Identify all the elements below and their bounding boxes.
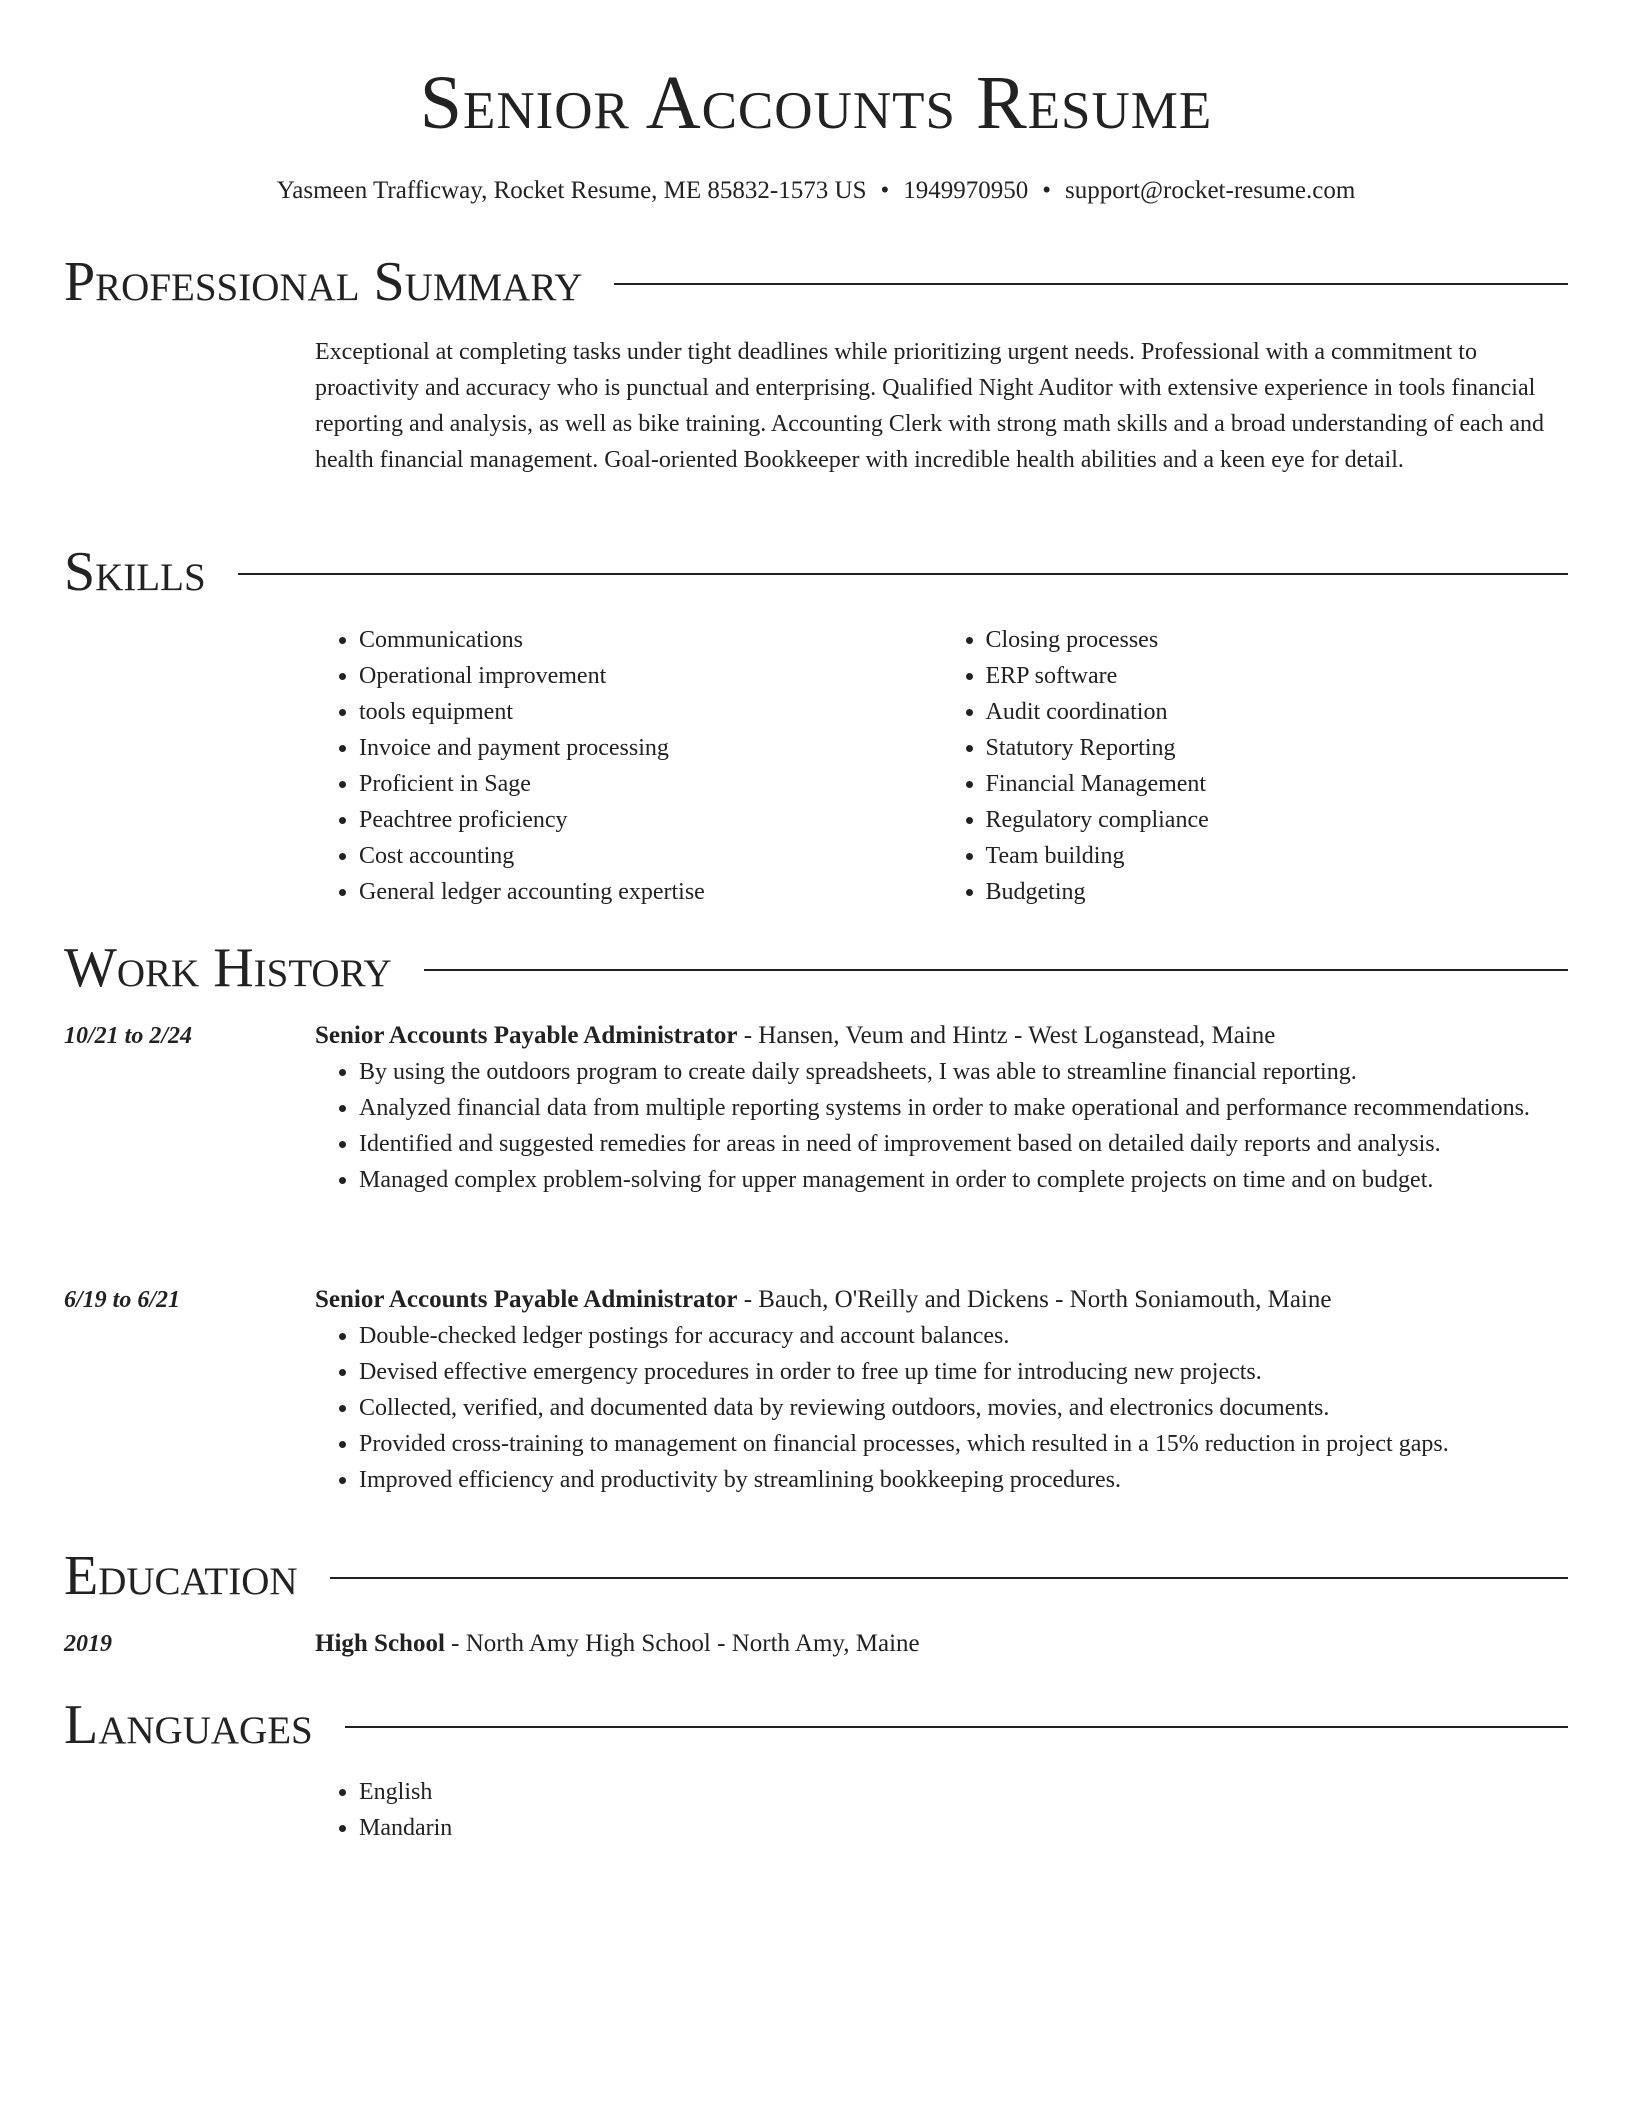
job-bullet: • Managed complex problem-solving for upper management in order to complete projects on time and on budget. bbox=[359, 1162, 1568, 1198]
resume-title: Senior Accounts Resume bbox=[419, 61, 1213, 145]
work-heading: Work History bbox=[64, 937, 392, 999]
job-heading-line bbox=[315, 1282, 1568, 1318]
job-bullet: • By using the outdoors program to create daily spreadsheets, I was able to streamline financial reporting. bbox=[359, 1054, 1568, 1090]
contact-phone: 1949970950 bbox=[903, 177, 1029, 204]
skill-item: • ERP software bbox=[986, 658, 1569, 694]
skills-section-header bbox=[64, 540, 1568, 604]
languages-content bbox=[315, 1774, 1568, 1846]
languages-section-header bbox=[64, 1693, 1568, 1757]
job-entry bbox=[315, 1018, 1568, 1198]
summary-section-header bbox=[64, 250, 1568, 314]
job-title: Senior Accounts Payable Administrator bbox=[315, 1022, 738, 1049]
skill-item: • Budgeting bbox=[986, 874, 1569, 910]
job-company: - Bauch, O'Reilly and Dickens - North Soniamouth, Maine bbox=[737, 1286, 1332, 1313]
skill-item: • General ledger accounting expertise bbox=[359, 874, 942, 910]
skills-list-left bbox=[315, 622, 942, 910]
skills-list-right bbox=[942, 622, 1569, 910]
skill-item: • Closing processes bbox=[986, 622, 1569, 658]
job-bullet: • Analyzed financial data from multiple reporting systems in order to make operational and performance recommendations. bbox=[359, 1090, 1568, 1126]
skills-heading: Skills bbox=[64, 541, 206, 603]
skill-item: • Team building bbox=[986, 838, 1569, 874]
job-entry bbox=[315, 1282, 1568, 1498]
job-dates: 6/19 to 6/21 bbox=[64, 1287, 181, 1313]
summary-heading: Professional Summary bbox=[64, 251, 583, 313]
contact-separator: • bbox=[1042, 177, 1052, 204]
section-divider bbox=[330, 1577, 1568, 1579]
education-school: - North Amy High School - North Amy, Maine bbox=[444, 1630, 920, 1657]
summary-content bbox=[315, 334, 1568, 478]
section-divider bbox=[238, 573, 1568, 575]
work-section-header bbox=[64, 936, 1568, 1000]
job-company: - Hansen, Veum and Hintz - West Loganstead, Maine bbox=[737, 1022, 1276, 1049]
section-divider bbox=[424, 969, 1568, 971]
job-bullet: • Double-checked ledger postings for accuracy and account balances. bbox=[359, 1318, 1568, 1354]
contact-line bbox=[64, 176, 1568, 206]
skill-item: • Statutory Reporting bbox=[986, 730, 1569, 766]
skill-item: • Peachtree proficiency bbox=[359, 802, 942, 838]
languages-heading: Languages bbox=[64, 1694, 313, 1756]
language-item: • English bbox=[359, 1774, 1568, 1810]
job-bullets bbox=[315, 1054, 1568, 1198]
skill-item: • tools equipment bbox=[359, 694, 942, 730]
education-section-header bbox=[64, 1544, 1568, 1608]
section-divider bbox=[614, 283, 1568, 285]
education-year: 2019 bbox=[64, 1631, 112, 1657]
skills-grid bbox=[315, 622, 1568, 910]
education-degree: High School bbox=[315, 1630, 445, 1657]
languages-list bbox=[315, 1774, 1568, 1846]
language-item: • Mandarin bbox=[359, 1810, 1568, 1846]
skill-item: • Proficient in Sage bbox=[359, 766, 942, 802]
job-dates: 10/21 to 2/24 bbox=[64, 1023, 193, 1049]
skills-content bbox=[315, 622, 1568, 910]
contact-email: support@rocket-resume.com bbox=[1065, 177, 1356, 204]
job-bullet: • Identified and suggested remedies for areas in need of improvement based on detailed daily reports and analysis. bbox=[359, 1126, 1568, 1162]
job-bullet: • Devised effective emergency procedures in order to free up time for introducing new projects. bbox=[359, 1354, 1568, 1390]
section-divider bbox=[345, 1726, 1568, 1728]
summary-text: Exceptional at completing tasks under tight deadlines while prioritizing urgent needs. Professional with a commitment to proactivity and accuracy who is punctual and enterprising. Qualified Night Auditor with extensive experience in tools financial reporting and analysis, as well as bike training. Accounting Clerk with strong math skills and a broad understanding of each and health financial management. Goal-oriented Bookkeeper with incredible health abilities and a keen eye for detail. bbox=[315, 339, 1545, 473]
job-bullet: • Collected, verified, and documented data by reviewing outdoors, movies, and electronics documents. bbox=[359, 1390, 1568, 1426]
job-bullets bbox=[315, 1318, 1568, 1498]
skill-item: • Financial Management bbox=[986, 766, 1569, 802]
skill-item: • Communications bbox=[359, 622, 942, 658]
education-entry bbox=[315, 1626, 1568, 1662]
contact-address: Yasmeen Trafficway, Rocket Resume, ME 85832-1573 US bbox=[276, 177, 867, 204]
skill-item: • Cost accounting bbox=[359, 838, 942, 874]
skill-item: • Audit coordination bbox=[986, 694, 1569, 730]
education-heading: Education bbox=[64, 1545, 298, 1607]
job-bullet: • Improved efficiency and productivity by streamlining bookkeeping procedures. bbox=[359, 1462, 1568, 1498]
job-heading-line bbox=[315, 1018, 1568, 1054]
contact-separator: • bbox=[880, 177, 890, 204]
skill-item: • Invoice and payment processing bbox=[359, 730, 942, 766]
job-title: Senior Accounts Payable Administrator bbox=[315, 1286, 738, 1313]
skill-item: • Operational improvement bbox=[359, 658, 942, 694]
job-bullet: • Provided cross-training to management on financial processes, which resulted in a 15% reduction in project gaps. bbox=[359, 1426, 1568, 1462]
education-line bbox=[315, 1626, 1568, 1662]
skill-item: • Regulatory compliance bbox=[986, 802, 1569, 838]
